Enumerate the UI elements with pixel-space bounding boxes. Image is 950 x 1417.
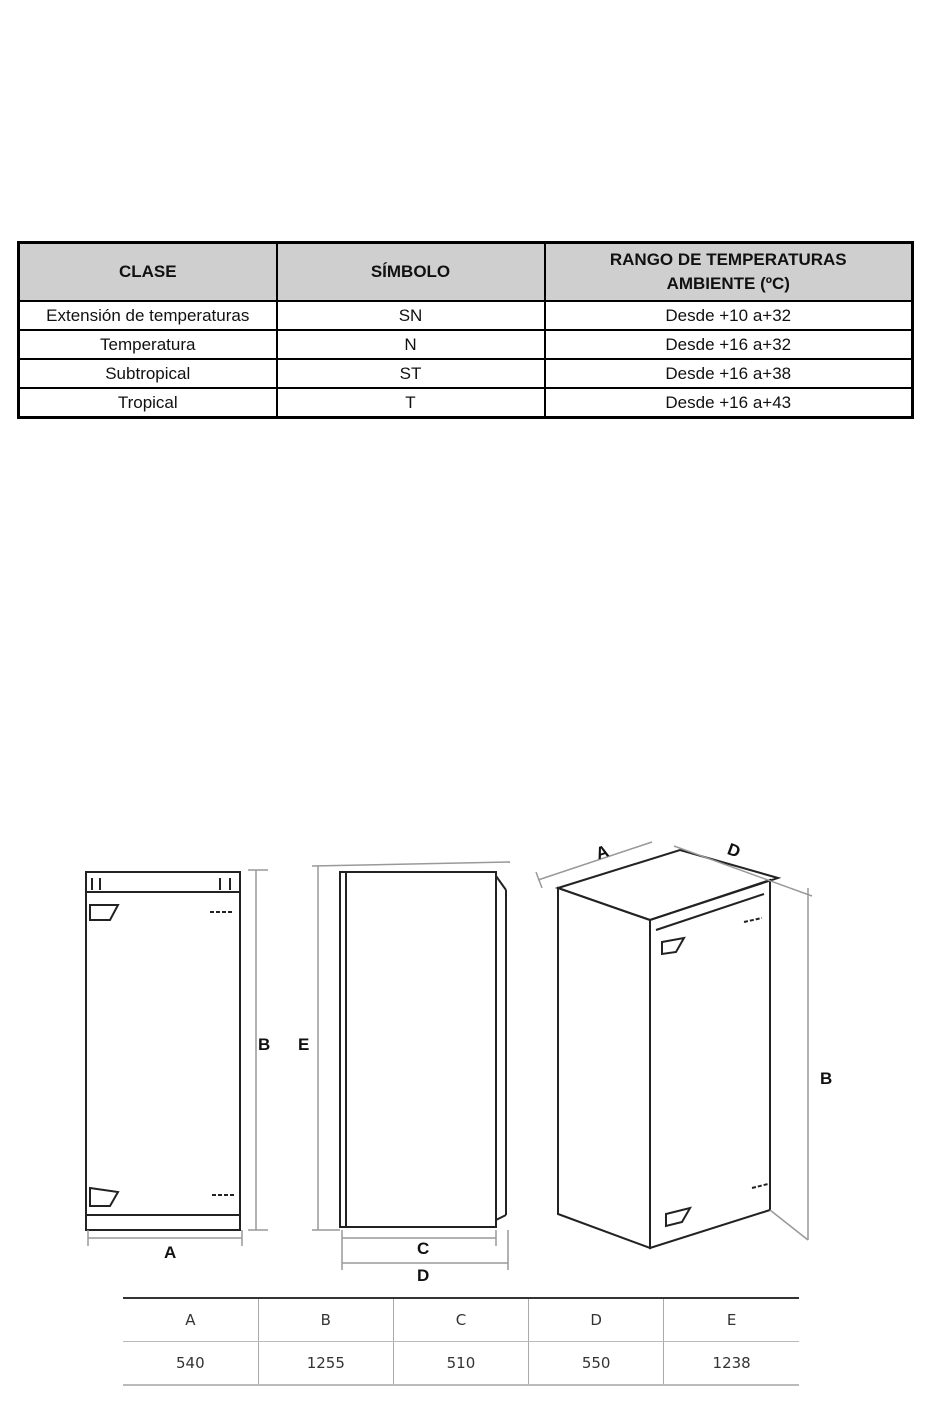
dimensions-table bbox=[123, 1297, 799, 1386]
dimensions-value-row bbox=[123, 1342, 799, 1386]
row-rango: Desde +16 a+32 bbox=[545, 330, 913, 359]
dimensions-header-row bbox=[123, 1298, 799, 1342]
dim-value-e: 1238 bbox=[664, 1342, 799, 1386]
header-clase: CLASE bbox=[19, 243, 277, 302]
label-iso-d: D bbox=[724, 839, 743, 862]
row-rango: Desde +16 a+38 bbox=[545, 359, 913, 388]
label-side-e: E bbox=[298, 1035, 310, 1054]
row-simbolo: ST bbox=[277, 359, 545, 388]
dim-value-c: 510 bbox=[393, 1342, 528, 1386]
row-rango: Desde +16 a+43 bbox=[545, 388, 913, 418]
label-front-b: B bbox=[258, 1035, 271, 1054]
dim-header-a: A bbox=[123, 1298, 258, 1342]
header-simbolo: SÍMBOLO bbox=[277, 243, 545, 302]
dim-header-c: C bbox=[393, 1298, 528, 1342]
dim-value-a: 540 bbox=[123, 1342, 258, 1386]
side-view bbox=[340, 872, 506, 1227]
row-clase: Tropical bbox=[19, 388, 277, 418]
table-row bbox=[19, 359, 913, 388]
header-rango: RANGO DE TEMPERATURAS AMBIENTE (ºC) bbox=[545, 243, 913, 302]
row-simbolo: N bbox=[277, 330, 545, 359]
row-clase: Subtropical bbox=[19, 359, 277, 388]
isometric-view bbox=[558, 850, 778, 1248]
dim-header-d: D bbox=[529, 1298, 664, 1342]
label-side-c: C bbox=[417, 1239, 430, 1258]
front-view bbox=[86, 872, 240, 1230]
dim-header-b: B bbox=[258, 1298, 393, 1342]
side-dimension-lines bbox=[312, 862, 510, 1270]
dim-value-b: 1255 bbox=[258, 1342, 393, 1386]
table-row bbox=[19, 388, 913, 418]
label-iso-b: B bbox=[820, 1069, 833, 1088]
climate-class-table bbox=[17, 241, 914, 419]
dim-value-d: 550 bbox=[529, 1342, 664, 1386]
label-side-d: D bbox=[417, 1266, 430, 1285]
dim-header-e: E bbox=[664, 1298, 799, 1342]
row-clase: Temperatura bbox=[19, 330, 277, 359]
row-clase: Extensión de temperaturas bbox=[19, 301, 277, 330]
row-rango: Desde +10 a+32 bbox=[545, 301, 913, 330]
row-simbolo: T bbox=[277, 388, 545, 418]
label-front-a: A bbox=[164, 1243, 177, 1262]
row-simbolo: SN bbox=[277, 301, 545, 330]
table-row bbox=[19, 301, 913, 330]
table-row bbox=[19, 330, 913, 359]
table-header-row bbox=[19, 243, 913, 302]
fridge-dimension-drawing bbox=[0, 820, 950, 1290]
label-iso-a: A bbox=[593, 841, 612, 864]
